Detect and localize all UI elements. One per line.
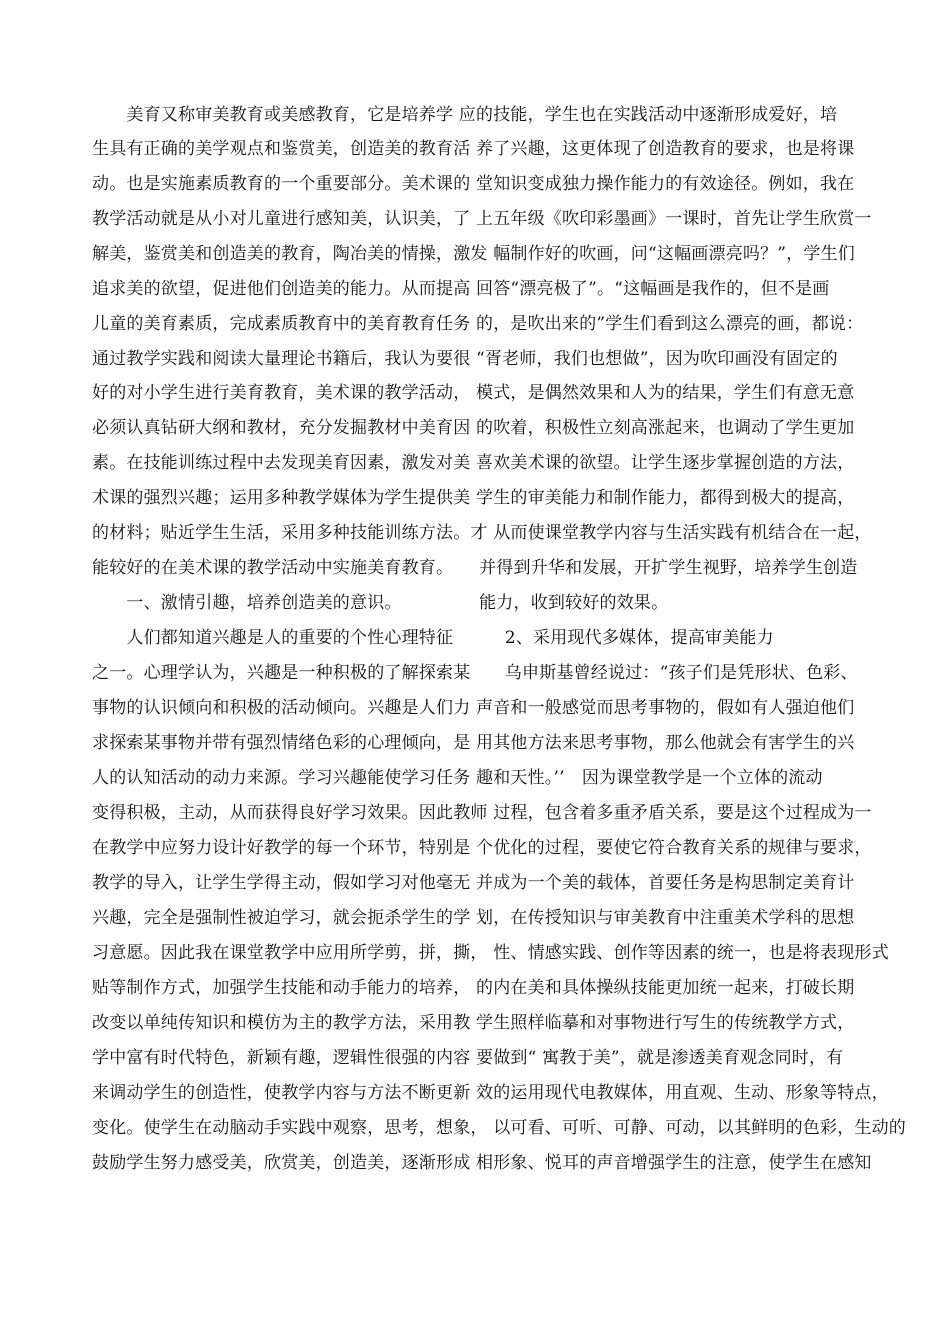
text-line: 学中富有时代特色，新颖有趣，逻辑性很强的内容 要做到“ 寓教于美”，就是渗透美育观念同时，有: [92, 1048, 844, 1068]
text-line: 好的对小学生进行美育教育，美术课的教学活动， 模式，是偶然效果和人为的结果，学生们有意无意: [92, 383, 855, 403]
text-line: 变化。使学生在动脑动手实践中观察，思考，想象， 以可看、可听、可静、可动，以其鲜明的色彩，生动的: [92, 1118, 907, 1138]
text-line: 生具有正确的美学观点和鉴赏美，创造美的教育活 养了兴趣，这更体现了创造教育的要求，也是将课: [92, 139, 855, 159]
text-line: 人的认知活动的动力来源。学习兴趣能使学习任务 趣和天性。’’ 因为课堂教学是一个立体的流动: [92, 768, 823, 788]
text-line: 教学的导入，让学生学得主动，假如学习对他毫无 并成为一个美的载体，首要任务是构思制定美育计: [92, 873, 855, 893]
text-line: 通过教学实践和阅读大量理论书籍后，我认为要很 “胥老师，我们也想做”，因为吹印画没有固定的: [92, 349, 838, 369]
text-line: 解美，鉴赏美和创造美的教育，陶冶美的情操，激发 幅制作好的吹画，问“这幅画漂亮吗？”，学生们: [92, 244, 855, 264]
text-line: 人们都知道兴趣是人的重要的个性心理特征 2、采用现代多媒体，提高审美能力: [92, 628, 774, 648]
text-line: 术课的强烈兴趣；运用多种教学媒体为学生提供美 学生的审美能力和制作能力，都得到极大的提高，: [92, 488, 855, 508]
text-line: 儿童的美育素质，完成素质教育中的美育教育任务 的，是吹出来的”学生们看到这么漂亮的画，都说：: [92, 314, 864, 334]
text-line: 来调动学生的创造性，使教学内容与方法不断更新 效的运用现代电教媒体，用直观、生动、形象等特点，: [92, 1083, 889, 1103]
text-line: 事物的认识倾向和积极的活动倾向。兴趣是人们力 声音和一般感觉而思考事物的，假如有人强迫他们: [92, 698, 855, 718]
text-line: 素。在技能训练过程中去发现美育因素，激发对美 喜欢美术课的欲望。让学生逐步掌握创造的方法，: [92, 453, 855, 473]
text-line: 习意愿。因此我在课堂教学中应用所学剪，拼，撕， 性、情感实践、创作等因素的统一，也是将表现形式: [92, 943, 889, 963]
text-line: 美育又称审美教育或美感教育，它是培养学 应的技能，学生也在实践活动中逐渐形成爱好，培: [92, 105, 838, 125]
text-line: 改变以单纯传知识和模仿为主的教学方法，采用教 学生照样临摹和对事物进行写生的传统教学方式，: [92, 1013, 855, 1033]
text-line: 在教学中应努力设计好教学的每一个环节，特别是 个优化的过程，要使它符合教育关系的规律与要求，: [92, 838, 872, 858]
text-line: 的材料；贴近学生生活，采用多种技能训练方法。才 从而使课堂教学内容与生活实践有机结合在一起，: [92, 523, 872, 543]
text-line: 求探索某事物并带有强烈情绪色彩的心理倾向，是 用其他方法来思考事物，那么他就会有害学生的兴: [92, 733, 855, 753]
text-line: 必须认真钻研大纲和教材，充分发掘教材中美育因 的吹着，积极性立刻高涨起来，也调动了学生更加: [92, 418, 855, 438]
text-line: 动。也是实施素质教育的一个重要部分。美术课的 堂知识变成独力操作能力的有效途径。例如，我在: [92, 174, 855, 194]
text-line: 兴趣，完全是强制性被迫学习，就会扼杀学生的学 划，在传授知识与审美教育中注重美术学科的思想: [92, 908, 855, 928]
text-line: 追求美的欲望，促进他们创造美的能力。从而提高 回答“漂亮极了”。“这幅画是我作的，但不是画: [92, 279, 830, 299]
text-line: 贴等制作方式，加强学生技能和动手能力的培养， 的内在美和具体操纵技能更加统一起来，打破长期: [92, 978, 855, 998]
text-line: 能较好的在美术课的教学活动中实施美育教育。 并得到升华和发展，开扩学生视野，培养学生创造: [92, 558, 858, 578]
text-line: 教学活动就是从小对儿童进行感知美，认识美，了 上五年级《吹印彩墨画》一课时，首先让学生欣赏一: [92, 209, 872, 229]
text-line: 变得积极，主动，从而获得良好学习效果。因此教师 过程，包含着多重矛盾关系，要是这个过程成为一: [92, 803, 872, 823]
text-line: 一、激情引趣，培养创造美的意识。 能力，收到较好的效果。: [92, 593, 669, 613]
text-line: 之一。心理学认为，兴趣是一种积极的了解探索某 乌申斯基曾经说过：“孩子们是凭形状、色彩、: [92, 663, 858, 683]
text-line: 鼓励学生努力感受美，欣赏美，创造美，逐渐形成 相形象、悦耳的声音增强学生的注意，使学生在感知: [92, 1153, 872, 1173]
